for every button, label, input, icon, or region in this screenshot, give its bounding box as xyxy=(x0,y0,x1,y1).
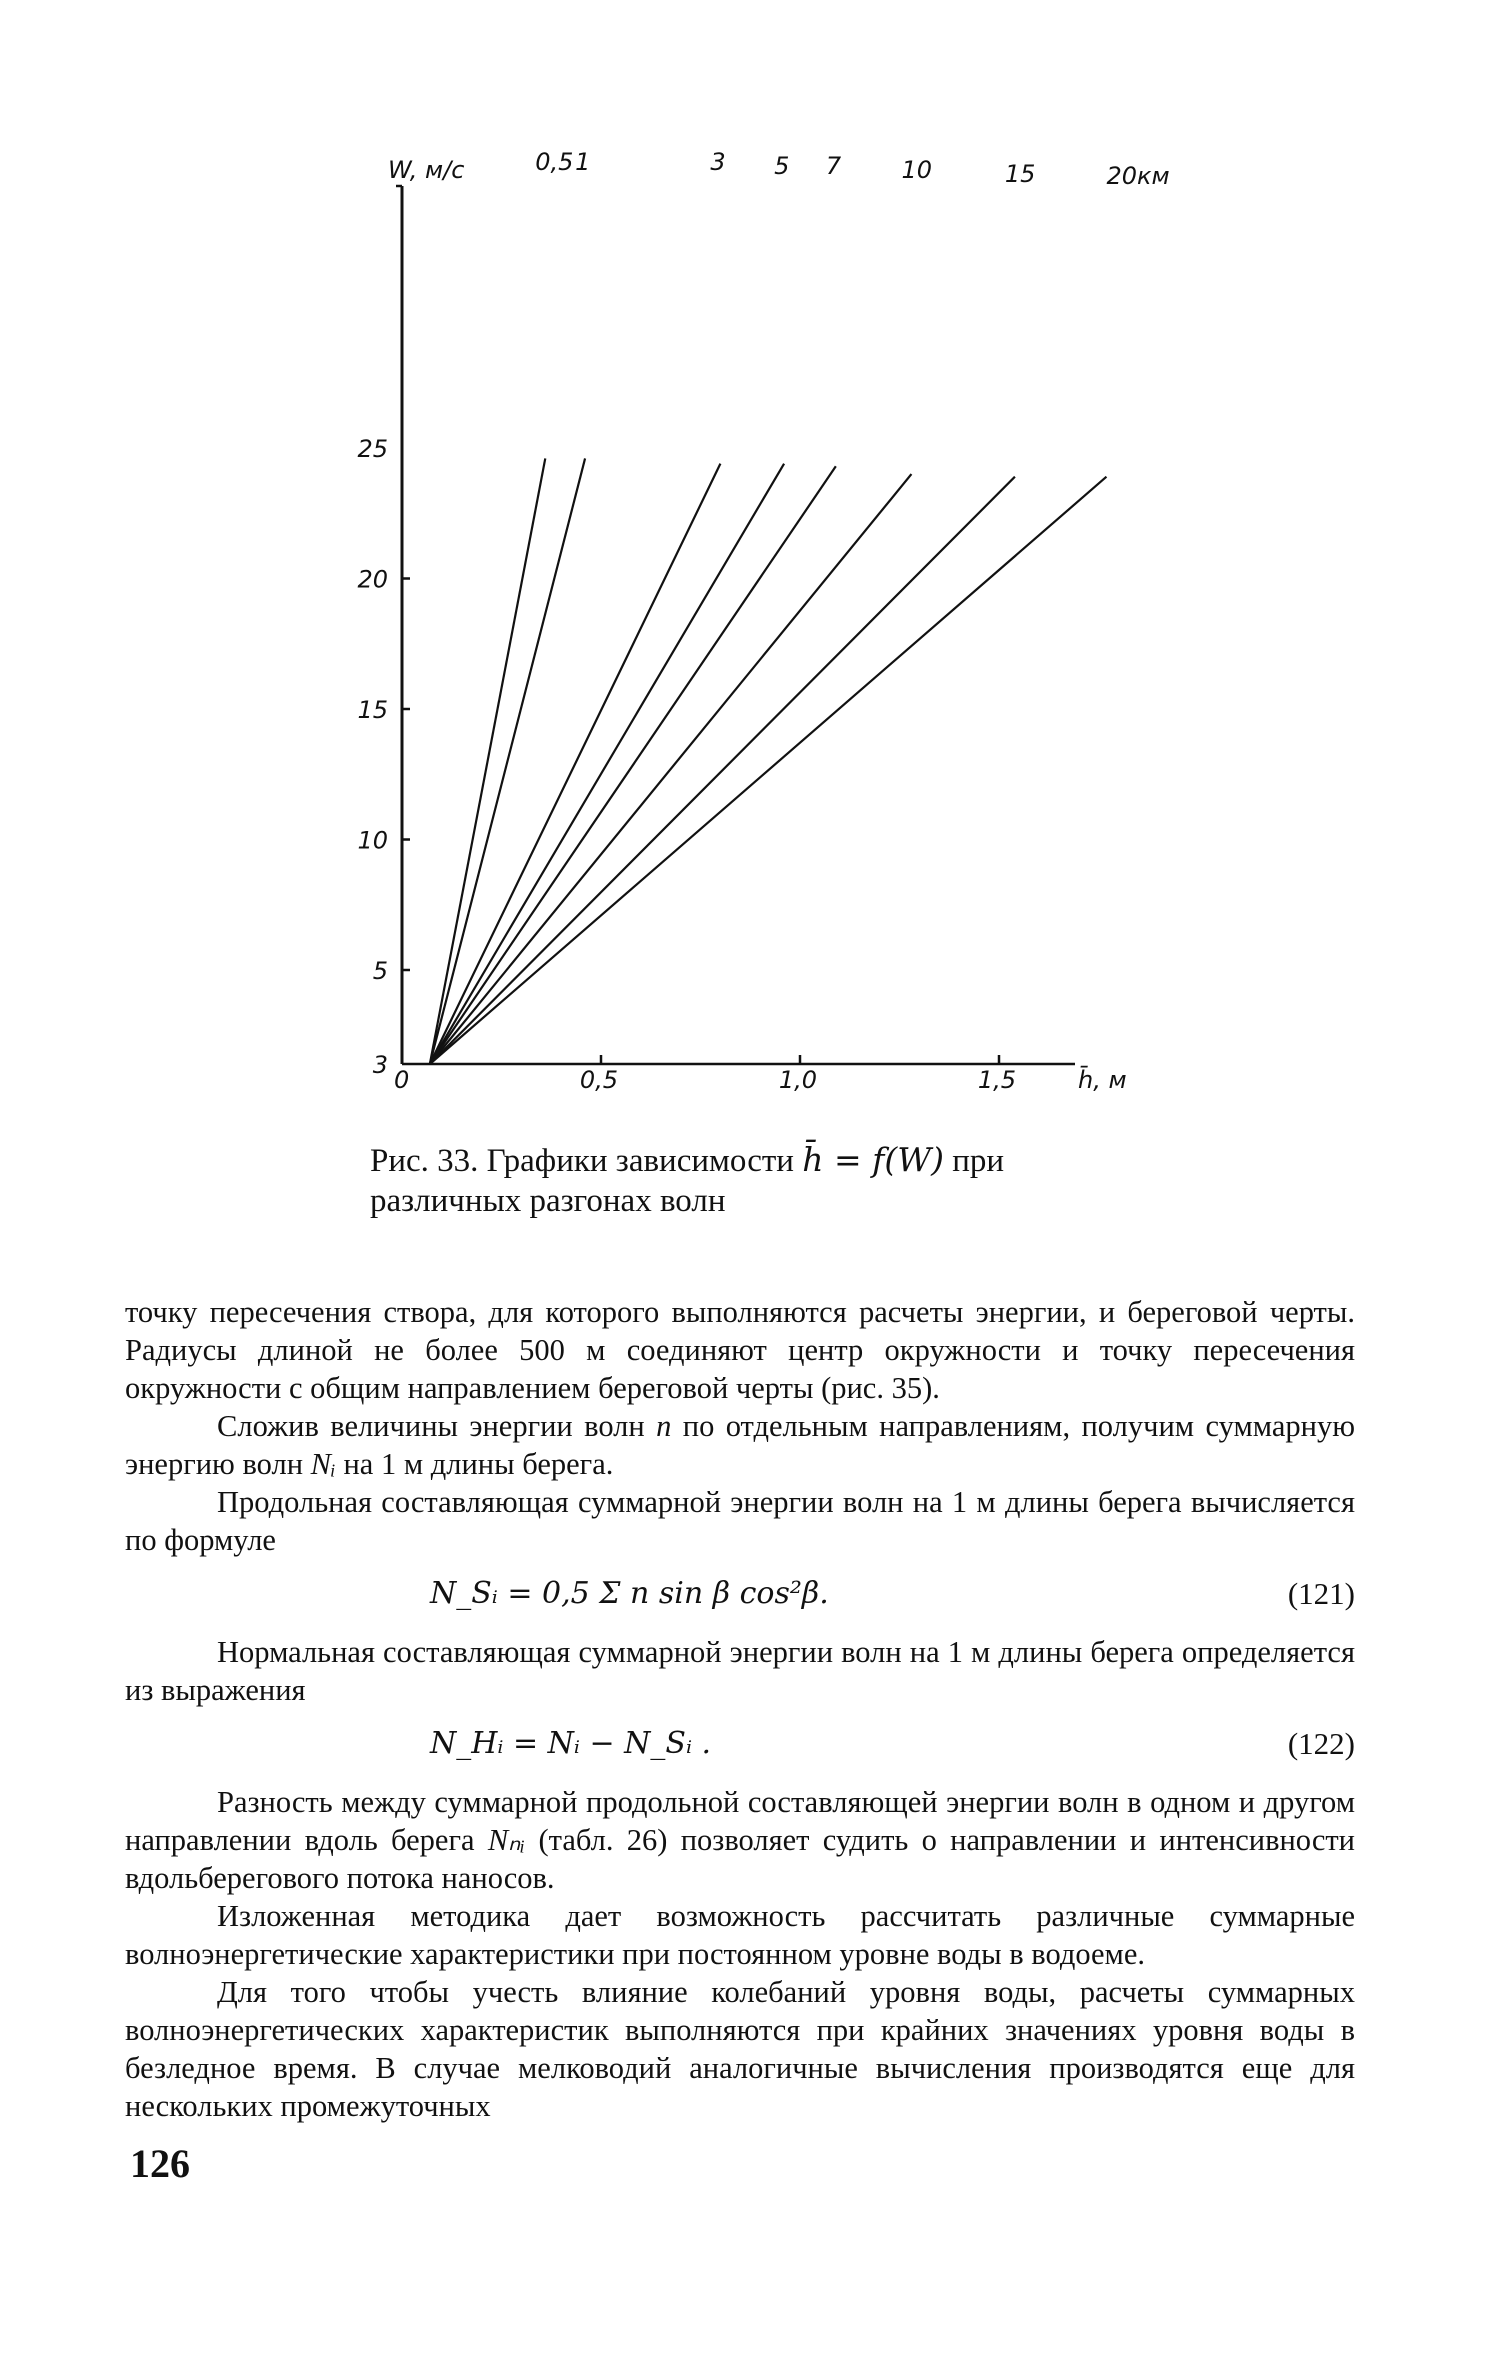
curve-label: 7 xyxy=(825,152,842,180)
origin-label: 0 xyxy=(394,1066,410,1094)
paragraph-2 xyxy=(125,1407,1355,1483)
caption-prefix: Рис. 33. Графики зависимости xyxy=(370,1143,803,1179)
paragraph-5-part-b: (табл. 26) позволяет судить о направлении и интенсивности вдольберегового потока наносов. xyxy=(125,1823,1356,1895)
equation-122-formula: N_Hᵢ = Nᵢ − N_Sᵢ . xyxy=(430,1726,712,1761)
paragraph-3: Продольная составляющая суммарной энергии волн на 1 м длины берега вычисляется по формуле xyxy=(125,1485,1355,1557)
curve-line xyxy=(430,458,585,1064)
figure-33-chart xyxy=(300,140,1170,1100)
paragraph-2-part-b: по отдельным направлениям, получим суммарную энергию волн xyxy=(125,1409,1355,1481)
curve-line xyxy=(430,464,721,1064)
paragraph-2-part-c: на 1 м длины берега. xyxy=(335,1447,614,1481)
equation-121-number: (121) xyxy=(1287,1576,1355,1611)
y-tick-label: 10 xyxy=(357,826,388,855)
paragraph-2-part-a: Сложив величины энергии волн xyxy=(217,1409,657,1443)
paragraph-4: Нормальная составляющая суммарной энергии волн на 1 м длины берега определяется из выражения xyxy=(125,1635,1355,1707)
body-text xyxy=(125,1293,1355,2125)
x-axis-title: h̄, м xyxy=(1078,1066,1127,1094)
curve-line xyxy=(430,474,912,1064)
curve-line xyxy=(430,477,1015,1064)
y-tick-label: 5 xyxy=(372,957,388,985)
axes xyxy=(388,156,1127,1094)
paragraph-7: Для того чтобы учесть влияние колебаний уровня воды, расчеты суммарных волноэнергетических характеристик выполняются при крайних значениях уровня воды в безледное время. В случае мелководий аналогичные вычисления производятся еще для нескольких промежуточных xyxy=(125,1975,1355,2123)
curve-label: 5 xyxy=(774,152,790,180)
y-tick-label: 3 xyxy=(372,1051,388,1079)
x-tick-label: 0,5 xyxy=(579,1066,619,1094)
equation-122 xyxy=(125,1709,1355,1783)
x-ticks xyxy=(580,1055,1016,1094)
curve-label: 20км xyxy=(1106,162,1170,190)
equation-121-formula: N_Sᵢ = 0,5 Σ n sin β cos²β. xyxy=(430,1576,829,1611)
equation-122-number: (122) xyxy=(1287,1726,1355,1761)
curves xyxy=(430,148,1170,1064)
figure-caption xyxy=(370,1140,1130,1221)
curve-line xyxy=(430,458,545,1064)
y-tick-label: 15 xyxy=(357,696,388,724)
paragraph-1: точку пересечения створа, для которого выполняются расчеты энергии, и береговой черты. Радиусы длиной не более 500 м соединяют центр окружности и точку пересечения окружности с общим направлением береговой черты (рис. 35). xyxy=(125,1295,1355,1405)
caption-suffix: при различных разгонах волн xyxy=(370,1143,1005,1219)
x-tick-label: 1,5 xyxy=(977,1066,1017,1094)
y-axis-title: W, м/с xyxy=(388,156,465,184)
paragraph-6: Изложенная методика дает возможность рассчитать различные суммарные волноэнергетические характеристики при постоянном уровне воды в водоеме. xyxy=(125,1899,1355,1971)
curve-line xyxy=(430,464,784,1064)
x-tick-label: 1,0 xyxy=(778,1066,818,1094)
curve-label: 3 xyxy=(710,148,726,176)
curve-label: 15 xyxy=(1004,160,1036,188)
paragraph-5-N-symbol: Nₙᵢ xyxy=(487,1823,526,1857)
page-number: 126 xyxy=(130,2141,190,2186)
paragraph-5-part-a: Разность между суммарной продольной составляющей энергии волн в одном и другом направлении вдоль берега xyxy=(125,1785,1355,1857)
curve-label: 10 xyxy=(901,156,932,184)
curve-label: 0,5 xyxy=(535,148,574,176)
y-tick-label: 20 xyxy=(357,565,388,594)
caption-formula: h̄ = f(W) xyxy=(802,1140,944,1179)
curve-label: 1 xyxy=(575,148,591,176)
paragraph-5 xyxy=(125,1783,1355,1897)
equation-121 xyxy=(125,1559,1355,1633)
y-tick-label: 25 xyxy=(357,435,388,463)
paragraph-2-n-symbol: n xyxy=(656,1409,672,1443)
paragraph-2-N-symbol: Nᵢ xyxy=(310,1447,336,1481)
